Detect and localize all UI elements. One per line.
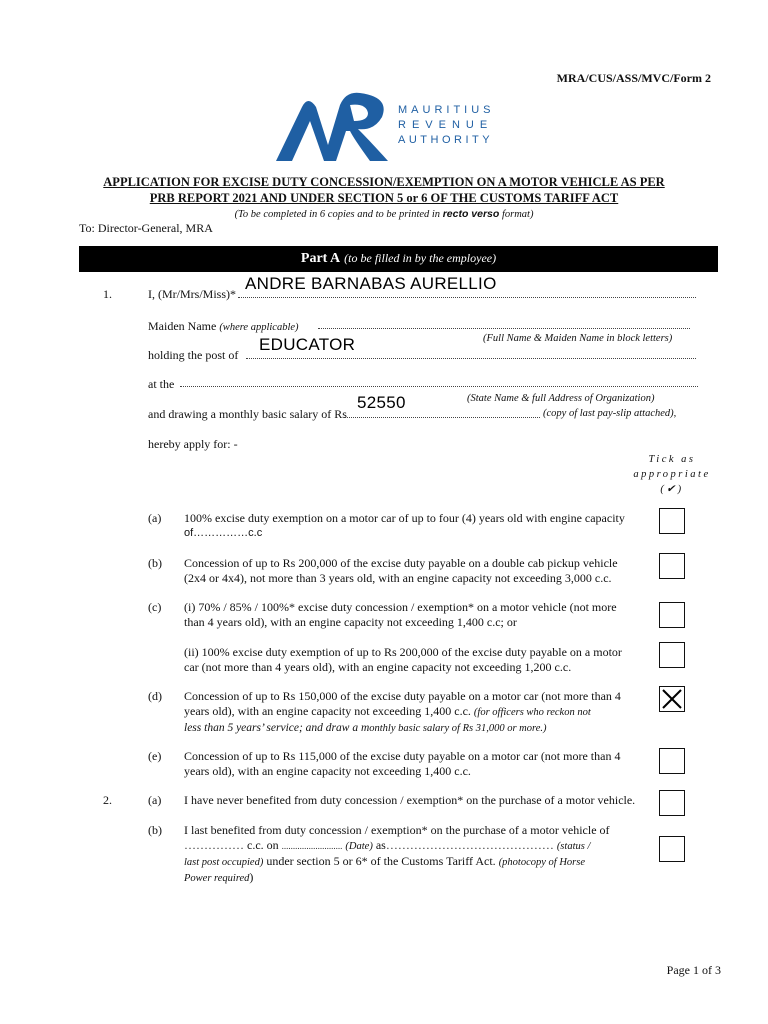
- option-e-checkbox[interactable]: [659, 748, 685, 774]
- option-c-letter: (c): [148, 600, 162, 614]
- section-1-number: 1.: [103, 287, 112, 301]
- option-e-letter: (e): [148, 749, 162, 763]
- logo-line2: REVENUE: [398, 119, 494, 131]
- part-a-header: Part A (to be filled in by the employee): [79, 246, 718, 272]
- name-label: I, (Mr/Mrs/Miss)*: [148, 287, 237, 301]
- tick-instruction: Tick as appropriate (✔): [633, 454, 711, 495]
- option-a-letter: (a): [148, 511, 162, 525]
- apply-label: hereby apply for: -: [148, 437, 238, 451]
- logo-line3: AUTHORITY: [398, 134, 494, 146]
- title-subtitle: (To be completed in 6 copies and to be printed in recto verso format): [234, 208, 534, 220]
- option-c-i-text: (i) 70% / 85% / 100%* excise duty concession / exemption* on a motor vehicle (not more than 4 years old), with an engine capacity not exceeding 1,400 c.c; or: [184, 600, 617, 629]
- logo-line1: MAURITIUS: [398, 104, 495, 116]
- at-the-label: at the: [148, 377, 175, 391]
- option-b-checkbox[interactable]: [659, 553, 685, 579]
- option-c-ii-checkbox[interactable]: [659, 642, 685, 668]
- organization-field[interactable]: [180, 379, 698, 387]
- option-a-text: 100% excise duty exemption on a motor car of up to four (4) years old with engine capacity of……………c.c: [184, 511, 625, 539]
- section-2a-letter: (a): [148, 793, 162, 807]
- section-2b-text: I last benefited from duty concession / exemption* on the purchase of a motor vehicle of …………… c.c. on ........................... (Date) as…………………………………… (status / last post occupied) under section 5 or 6* of the Customs Tariff Act. (photocopy of Horse Power required): [184, 823, 610, 884]
- section-2a-text: I have never benefited from duty concession / exemption* on the purchase of a motor vehicle.: [184, 793, 636, 807]
- option-d-letter: (d): [148, 689, 162, 703]
- full-name-note: (Full Name & Maiden Name in block letters): [483, 333, 673, 344]
- section-2b-checkbox[interactable]: [659, 836, 685, 862]
- salary-note: (copy of last pay-slip attached),: [543, 408, 677, 419]
- option-e-text: Concession of up to Rs 115,000 of the excise duty payable on a motor car (not more than 4 years old), with an engine capacity not exceeding 1,400 c.c.: [184, 749, 621, 778]
- option-b-letter: (b): [148, 556, 162, 570]
- title-line2: PRB REPORT 2021 AND UNDER SECTION 5 or 6 OF THE CUSTOMS TARIFF ACT: [149, 191, 619, 205]
- to-line: To: Director-General, MRA: [79, 221, 213, 235]
- page-number: Page 1 of 3: [666, 963, 721, 977]
- mra-logo-mark: [270, 85, 400, 165]
- section-2a-checkbox[interactable]: [659, 790, 685, 816]
- maiden-field[interactable]: [318, 322, 690, 329]
- option-a-checkbox[interactable]: [659, 508, 685, 534]
- section-2b-letter: (b): [148, 823, 162, 837]
- option-b-text: Concession of up to Rs 200,000 of the excise duty payable on a double cab pickup vehicle (2x4 or 4x4), not more than 3 years old, with an engine capacity not exceeding 3,000 c.c.: [184, 556, 618, 585]
- checked-x-icon: [660, 687, 684, 711]
- title-line1: APPLICATION FOR EXCISE DUTY CONCESSION/EXEMPTION ON A MOTOR VEHICLE AS PER: [103, 175, 665, 189]
- post-label: holding the post of: [148, 348, 239, 362]
- salary-label: and drawing a monthly basic salary of Rs: [148, 407, 347, 421]
- state-note: (State Name & full Address of Organization): [467, 393, 655, 404]
- section-2-number: 2.: [103, 793, 112, 807]
- name-field[interactable]: ANDRE BARNABAS AURELLIO: [245, 274, 497, 293]
- option-d-checkbox[interactable]: [659, 686, 685, 712]
- salary-field[interactable]: 52550: [357, 393, 406, 412]
- option-c-i-checkbox[interactable]: [659, 602, 685, 628]
- post-field[interactable]: EDUCATOR: [259, 335, 356, 354]
- option-c-ii-text: (ii) 100% excise duty exemption of up to Rs 200,000 of the excise duty payable on a motor car (not more than 4 years old), with an engine capacity not exceeding 1,200 c.c.: [184, 645, 622, 674]
- mra-logo: [270, 85, 510, 165]
- form-code: MRA/CUS/ASS/MVC/Form 2: [556, 71, 711, 85]
- maiden-label: Maiden Name (where applicable): [148, 319, 299, 333]
- option-d-text: Concession of up to Rs 150,000 of the excise duty payable on a motor car (not more than 4 years old), with an engine capacity not exceeding 1,400 c.c. (for officers who reckon not less than 5 years’ service; and draw a monthly basic salary of Rs 31,000 or more.): [184, 689, 621, 734]
